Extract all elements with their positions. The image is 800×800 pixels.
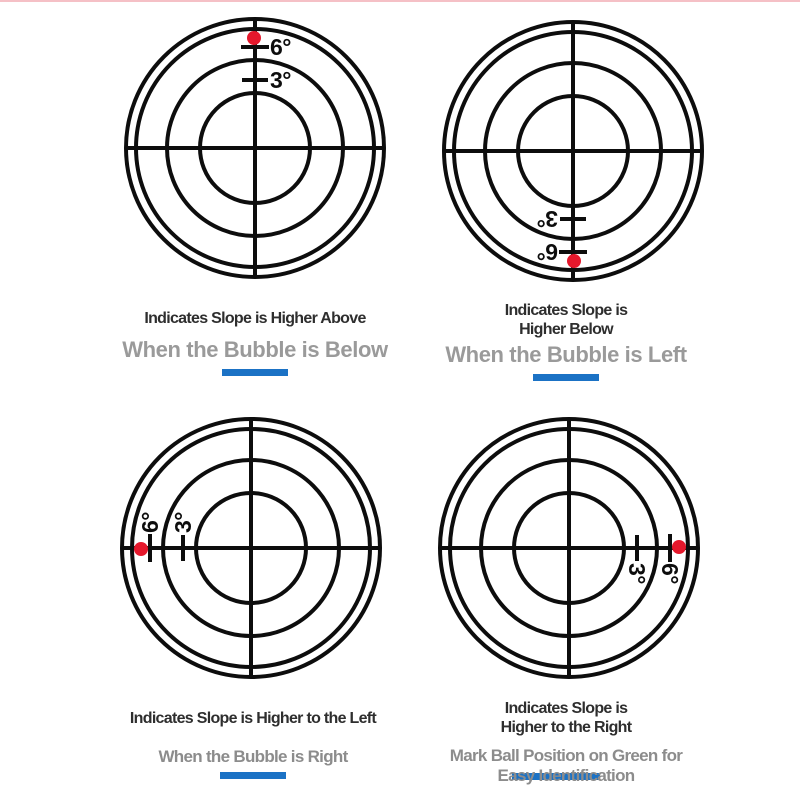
label-3deg: 3°: [170, 512, 196, 533]
caption-headline-line2-text: Easy Identification: [497, 766, 635, 785]
gauge-rotated-group: [126, 19, 384, 277]
bubble-dot: [134, 542, 148, 556]
label-3deg: 3°: [624, 563, 650, 584]
caption-headline: When the Bubble is Left: [445, 342, 687, 367]
caption-top-right: [346, 301, 786, 381]
bubble-level-gauge-bottom: [438, 16, 708, 286]
gauge-rotated-group: [122, 419, 380, 677]
accent-underline-bar: [533, 374, 599, 381]
caption-headline-line2: [346, 766, 786, 786]
bubble-dot: [567, 254, 581, 268]
accent-underline-bar: [222, 369, 288, 376]
caption-note-line2: Higher Below: [519, 321, 613, 338]
bubble-level-gauge-right: [434, 413, 704, 683]
caption-bottom-right: [346, 699, 786, 786]
accent-underline-bar: [220, 772, 286, 779]
caption-note: Indicates Slope is Higher to the Left: [129, 710, 377, 727]
label-6deg: 6°: [137, 512, 163, 533]
caption-note-line1: Indicates Slope is: [504, 700, 628, 717]
label-6deg: 6°: [537, 239, 558, 265]
label-3deg: 3°: [270, 67, 291, 93]
caption-headline: When the Bubble is Below: [122, 337, 388, 362]
label-6deg: 6°: [270, 34, 291, 60]
gauge-rotated-group: [440, 419, 698, 677]
caption-headline-line1: Mark Ball Position on Green for: [449, 746, 683, 765]
gauge-rotated-group: [444, 22, 702, 280]
caption-note: Indicates Slope is Higher Above: [144, 310, 366, 327]
label-3deg: 3°: [537, 206, 558, 232]
bubble-level-gauge-left: [116, 413, 386, 683]
caption-note-line1: Indicates Slope is: [504, 302, 628, 319]
caption-note-line2: Higher to the Right: [500, 719, 632, 736]
caption-headline: When the Bubble is Right: [158, 747, 348, 766]
bubble-dot: [247, 31, 261, 45]
bubble-dot: [672, 540, 686, 554]
top-edge-line: [0, 0, 800, 2]
bubble-level-gauge-top: [120, 13, 390, 283]
label-6deg: 6°: [657, 563, 683, 584]
